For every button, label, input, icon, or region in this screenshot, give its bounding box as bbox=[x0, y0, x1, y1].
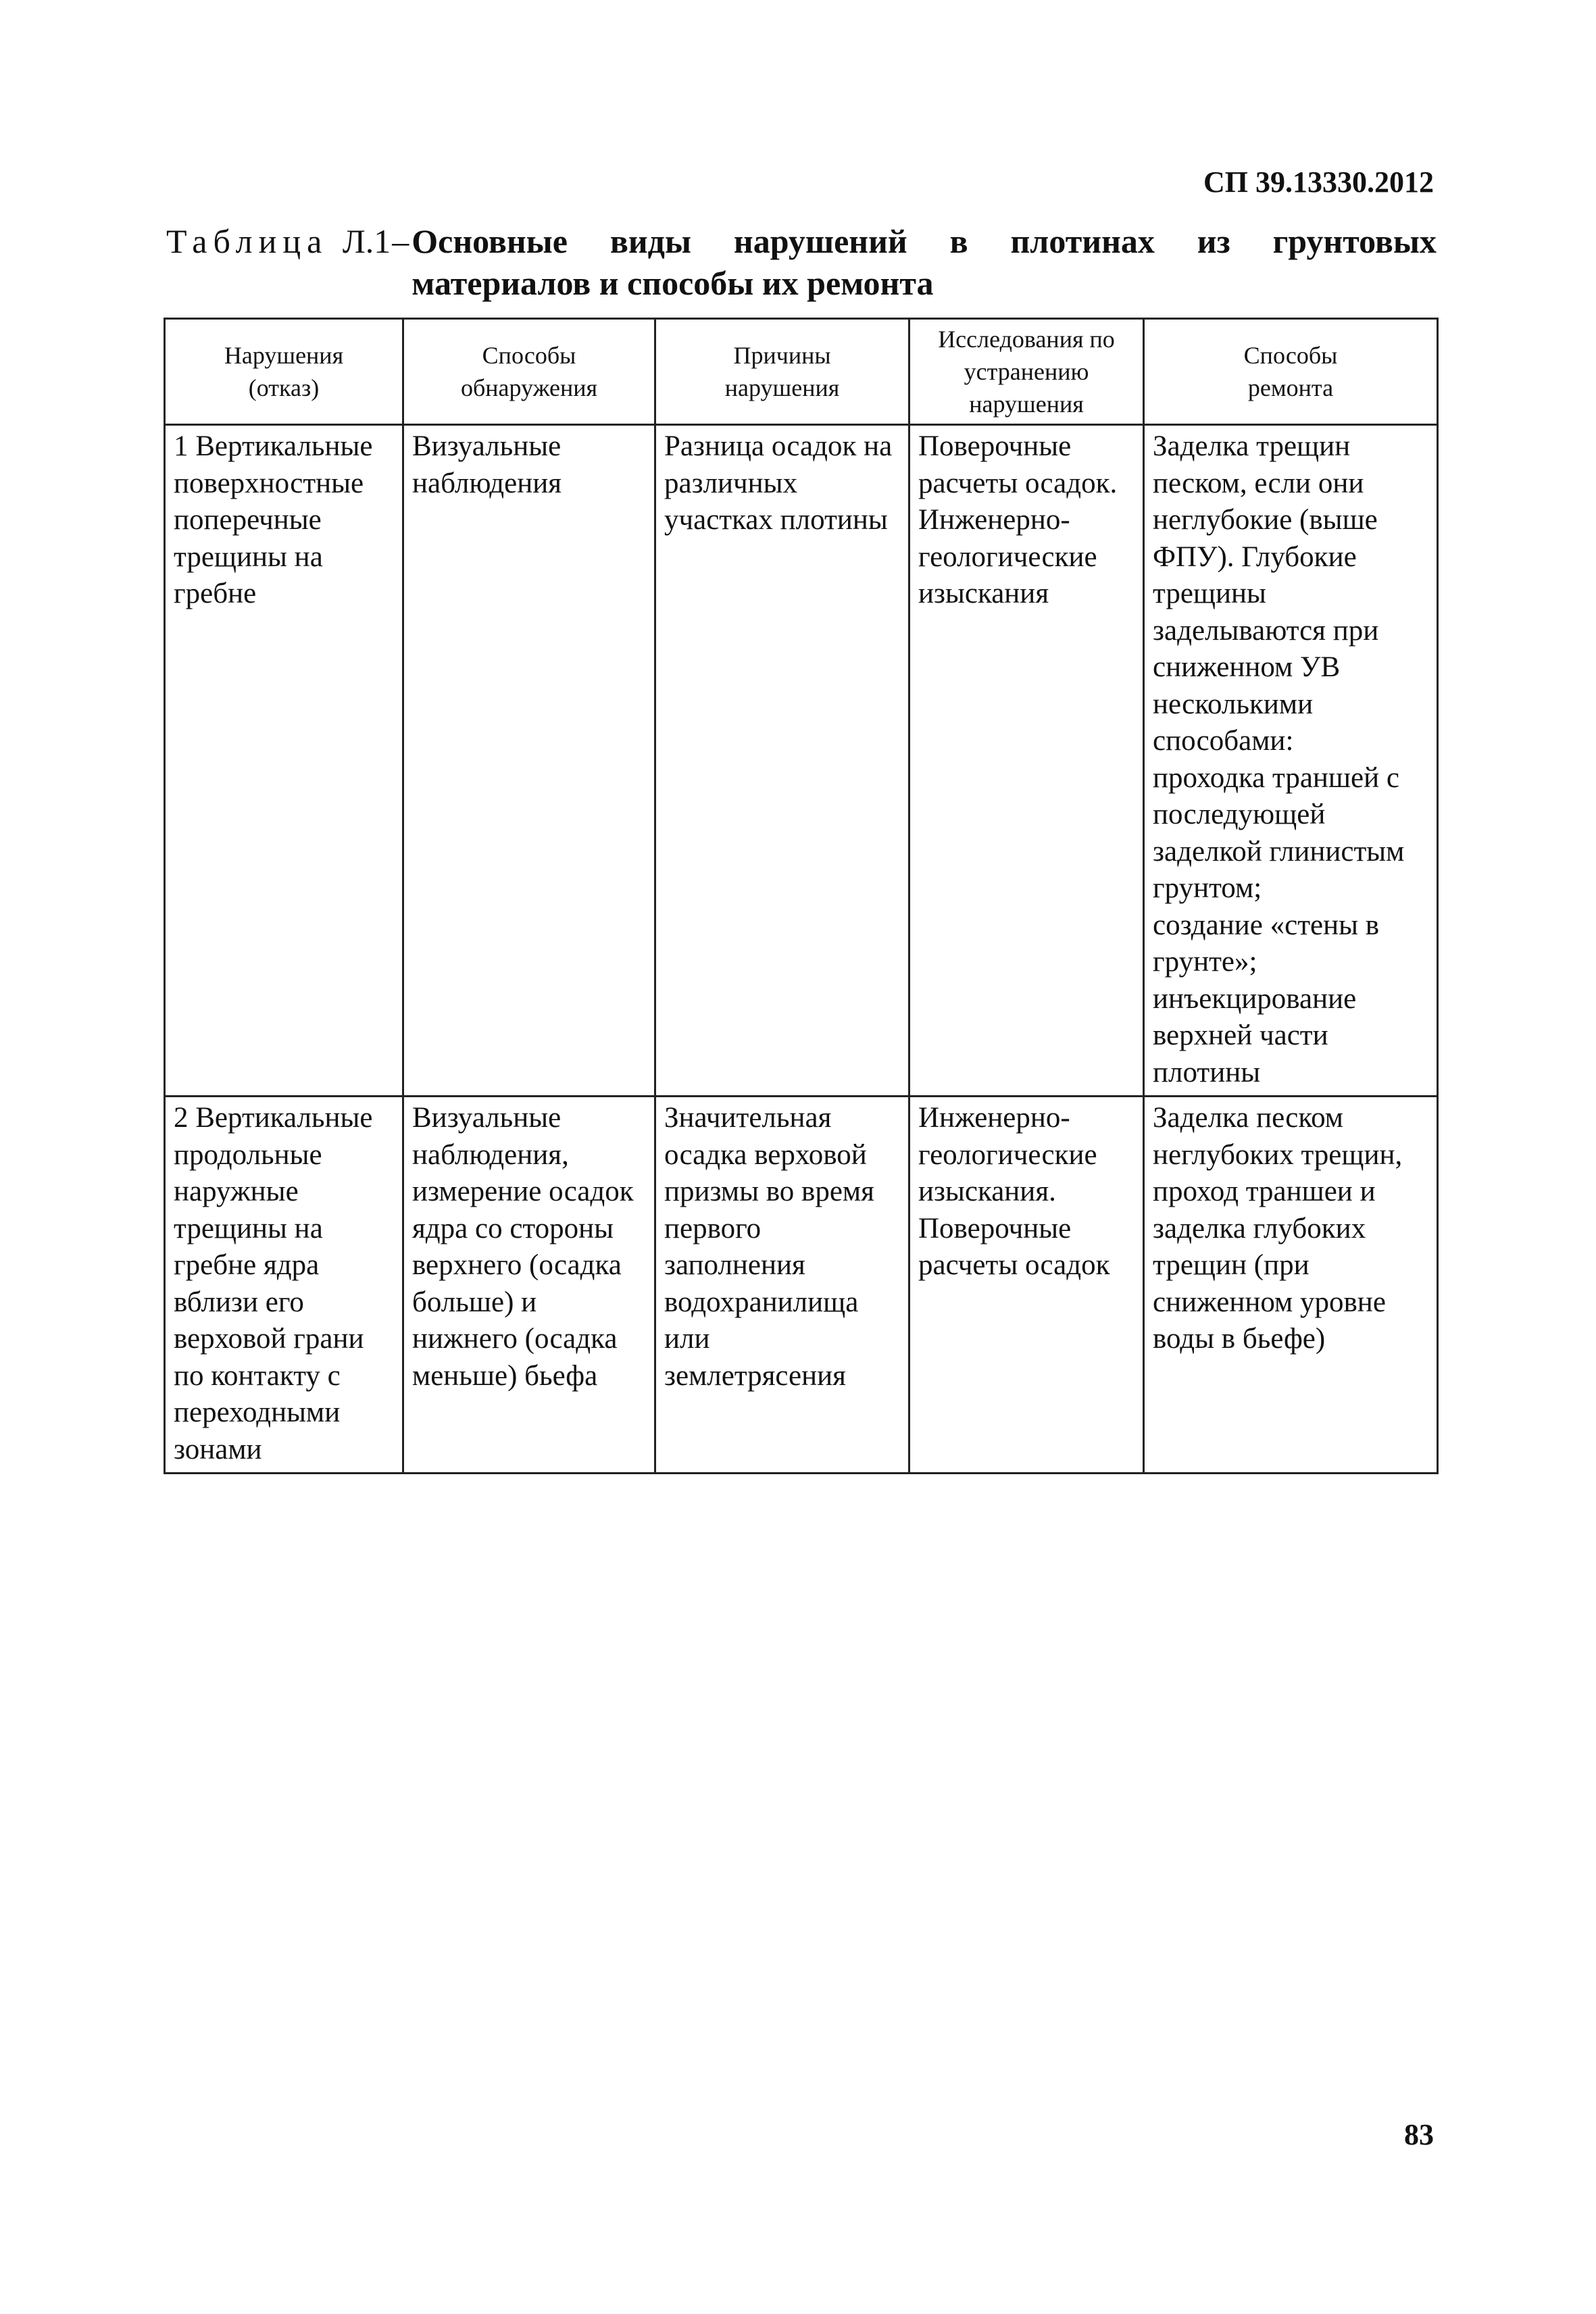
table-cell: Разница осадок на различных участках плотины bbox=[655, 425, 909, 1097]
table-cell: 1 Вертикальные поверхностные поперечные трещины на гребне bbox=[165, 425, 403, 1097]
caption-title-line1 bbox=[412, 220, 1437, 262]
caption-word: виды bbox=[609, 222, 692, 260]
caption-title bbox=[412, 220, 1437, 304]
column-header-cause: Причины нарушения bbox=[655, 319, 909, 425]
caption-word: плотинах bbox=[1010, 222, 1155, 260]
caption-word: грунтовых bbox=[1272, 222, 1437, 260]
caption-dash: – bbox=[392, 222, 409, 260]
table-cell: 2 Вертикальные продольные наружные трещины на гребне ядра вблизи его верховой грани по контакту с переходными зонами bbox=[165, 1097, 403, 1474]
table-cell: Заделка песком неглубоких трещин, проход траншеи и заделка глубоких трещин (при сниженном уровне воды в бьефе) bbox=[1144, 1097, 1438, 1474]
caption-word: из bbox=[1197, 222, 1230, 260]
table-row bbox=[165, 425, 1438, 1097]
page-number: 83 bbox=[1404, 2118, 1434, 2151]
caption-word: в bbox=[949, 222, 968, 260]
caption-word: нарушений bbox=[733, 222, 907, 260]
table-cell: Заделка трещин песком, если они неглубокие (выше ФПУ). Глубокие трещины заделываются при сниженном УВ несколькими способами: проходка траншей с последующей заделкой глинистым грунтом; создание «стены в грунте»; инъекцирование верхней части плотины bbox=[1144, 425, 1438, 1097]
column-header-research: Исследования по устранению нарушения bbox=[909, 319, 1144, 425]
table-cell: Инженерно- геологические изыскания. Поверочные расчеты осадок bbox=[909, 1097, 1144, 1474]
table-header-row bbox=[165, 319, 1438, 425]
table-cell: Поверочные расчеты осадок. Инженерно- геологические изыскания bbox=[909, 425, 1144, 1097]
caption-title-line2: материалов и способы их ремонта bbox=[412, 264, 934, 302]
caption-prefix bbox=[166, 220, 391, 262]
column-header-violation: Нарушения (отказ) bbox=[165, 319, 403, 425]
caption-number: Л.1 bbox=[342, 222, 391, 260]
table-caption bbox=[166, 220, 1437, 304]
table-cell: Значительная осадка верховой призмы во время первого заполнения водохранилища или землетрясения bbox=[655, 1097, 909, 1474]
caption-prefix-word: Таблица bbox=[166, 222, 328, 260]
defects-table bbox=[164, 318, 1439, 1474]
caption-word: Основные bbox=[412, 222, 568, 260]
table-cell: Визуальные наблюдения bbox=[403, 425, 655, 1097]
document-code: СП 39.13330.2012 bbox=[1203, 166, 1434, 199]
table-cell: Визуальные наблюдения, измерение осадок ядра со стороны верхнего (осадка больше) и нижнего (осадка меньше) бьефа bbox=[403, 1097, 655, 1474]
table-row bbox=[165, 1097, 1438, 1474]
column-header-repair: Способы ремонта bbox=[1144, 319, 1438, 425]
column-header-detection: Способы обнаружения bbox=[403, 319, 655, 425]
